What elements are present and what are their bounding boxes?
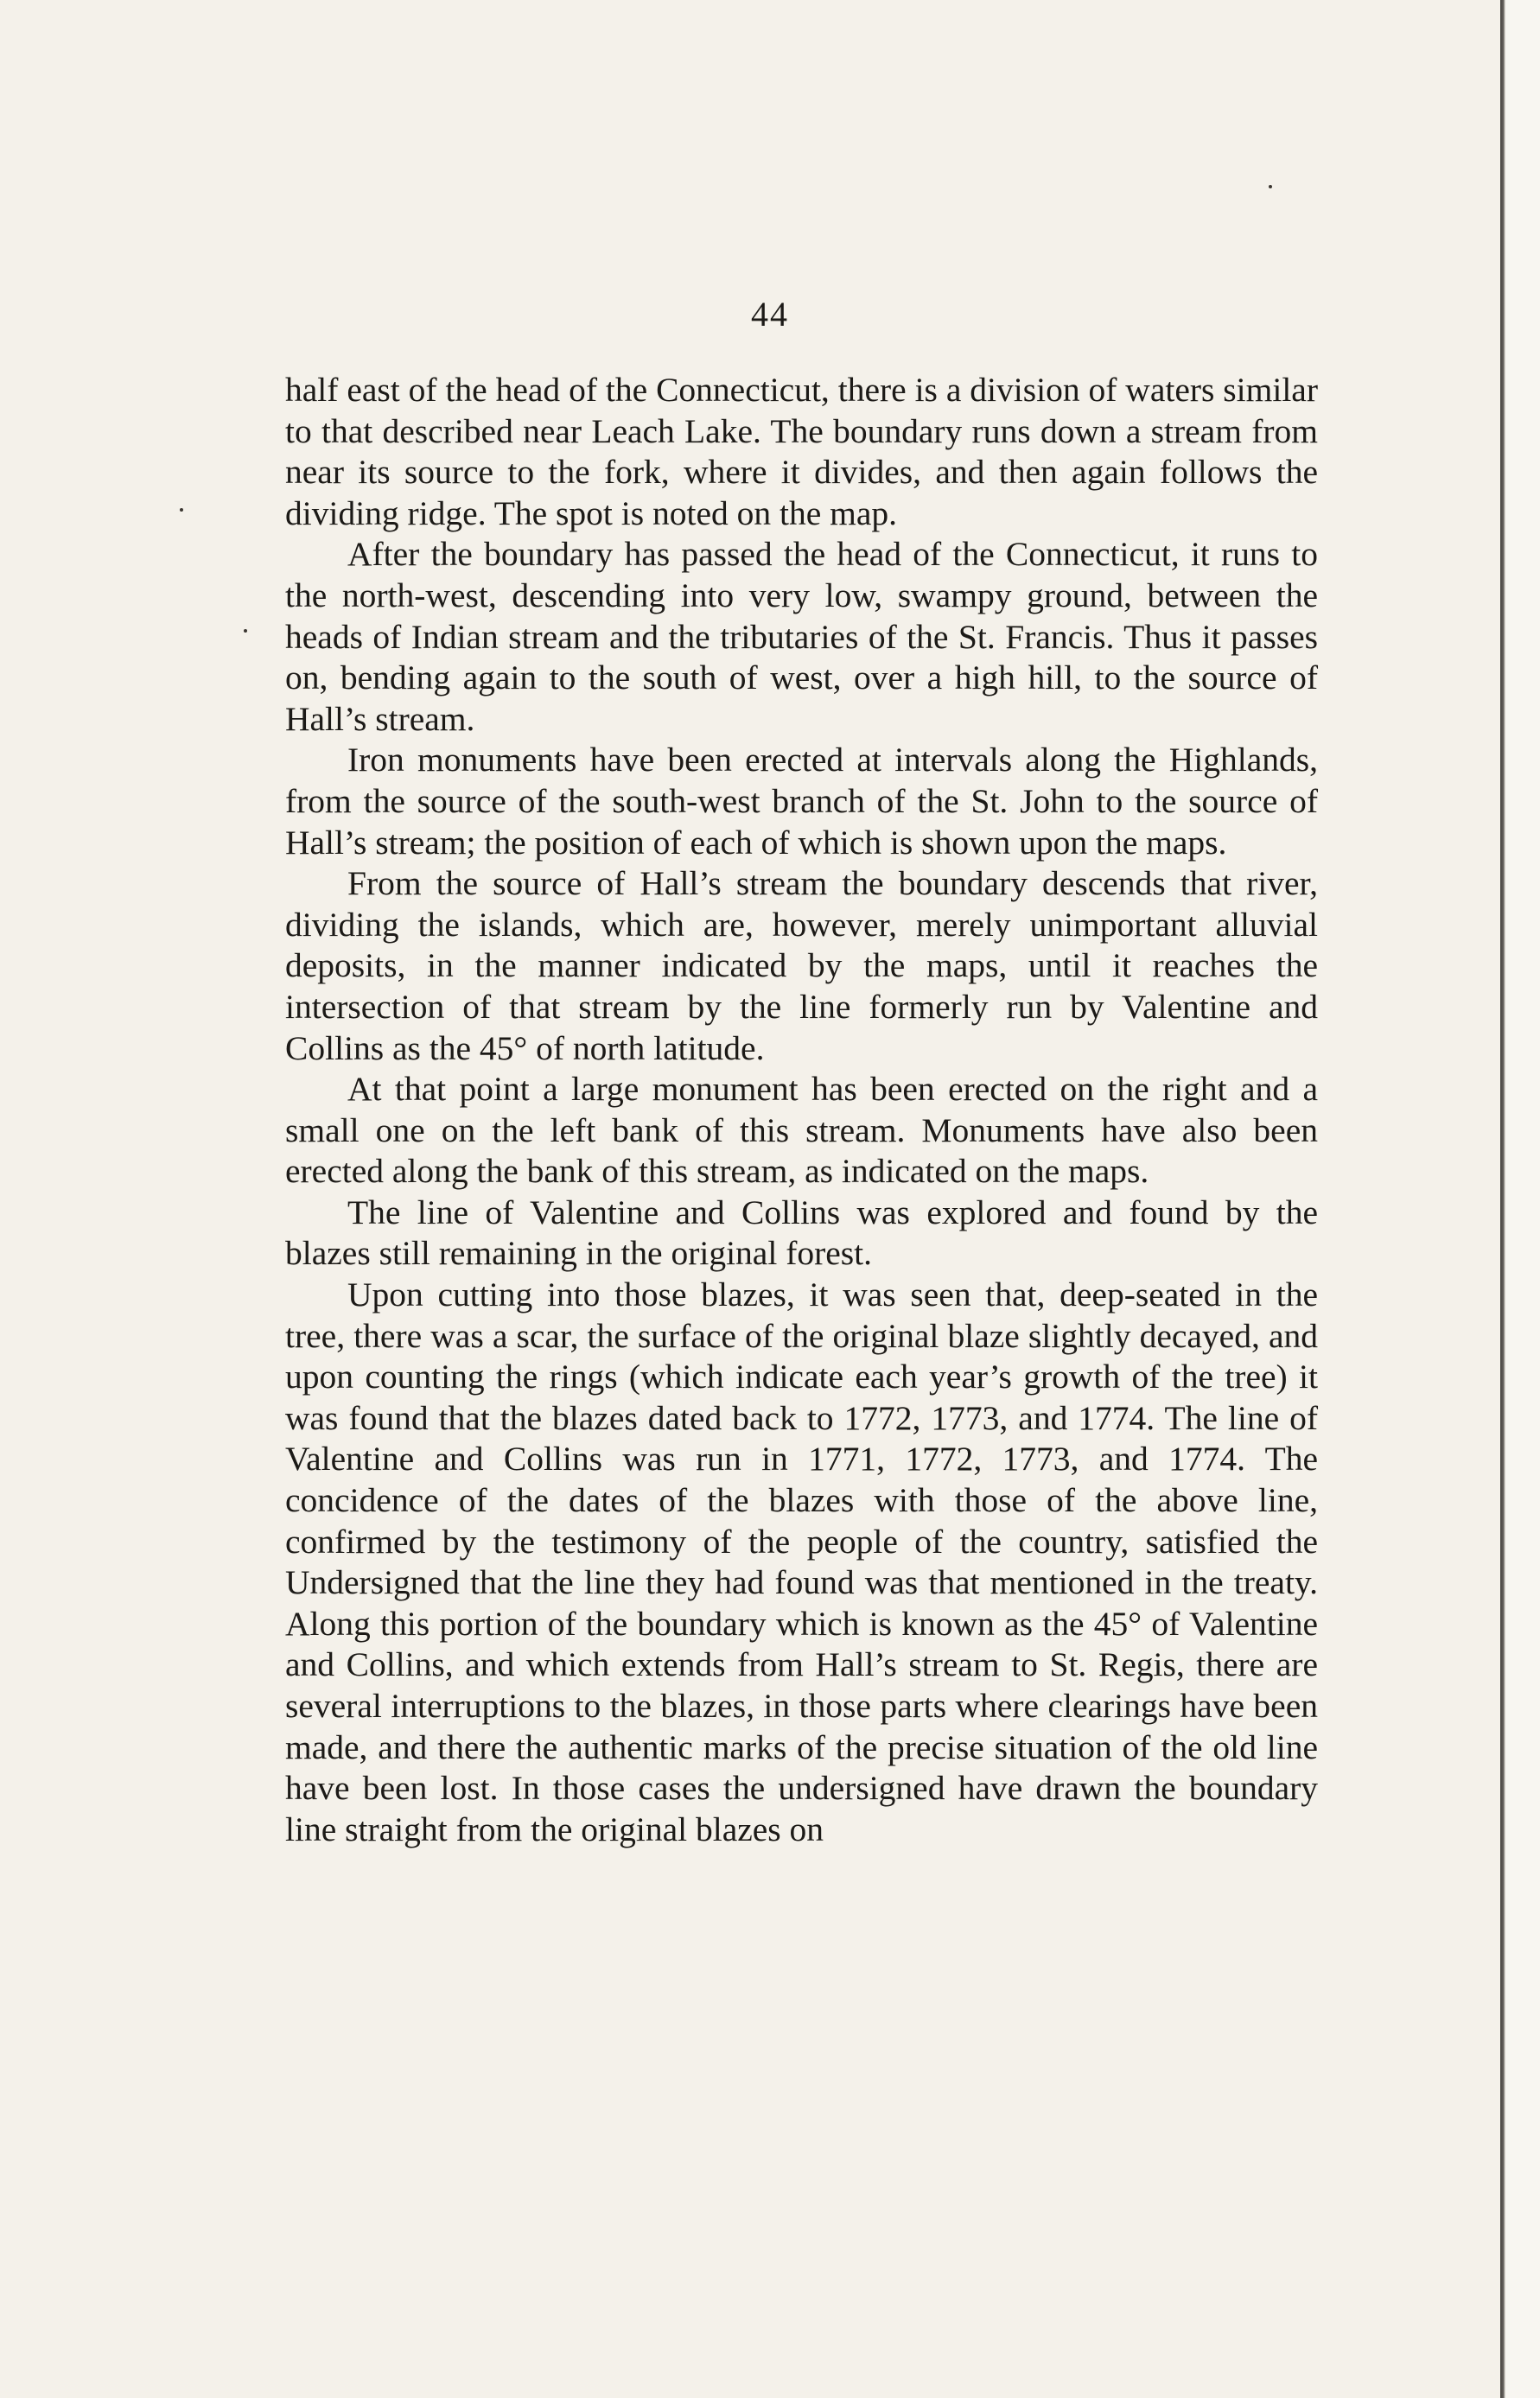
ink-speck [244,629,247,633]
ink-speck [1269,185,1272,188]
paragraph: From the source of Hall’s stream the boundary descends that river, dividing the islands, which are, however, merely unimportant alluvial deposits, in the manner indicated by the maps, until it reaches the intersection of that stream by the line formerly run by Valentine and Collins as the 45° of north latitude. [285,864,1318,1067]
page-number: 44 [751,295,789,334]
binding-edge [1500,0,1505,2398]
paragraph: At that point a large monument has been erected on the right and a small one on the left bank of this stream. Monuments have also been erected along the bank of this stream, as indicated on the maps. [285,1070,1318,1191]
paragraph: Iron monuments have been erected at intervals along the Highlands, from the source of the south-west branch of the St. John to the source of Hall’s stream; the position of each of which is shown upon the maps. [285,741,1318,862]
paragraph: The line of Valentine and Collins was explored and found by the blazes still remaining in the original forest. [285,1193,1318,1273]
page-margin-right [1505,0,1540,2398]
paragraph: half east of the head of the Connecticut, there is a division of waters similar to that described near Leach Lake. The boundary runs down a stream from near its source to the fork, where it divides, and then again follows the dividing ridge. The spot is noted on the map. [285,371,1318,532]
body-text [285,370,1318,1850]
paragraph: Upon cutting into those blazes, it was seen that, deep-seated in the tree, there was a scar, the surface of the original blaze slightly decayed, and upon counting the rings (which indicate each year’s growth of the tree) it was found that the blazes dated back to 1772, 1773, and 1774. The line of Valentine and Collins was run in 1771, 1772, 1773, and 1774. The concidence of the dates of the blazes with those of the above line, confirmed by the testimony of the people of the country, satisfied the Undersigned that the line they had found was that mentioned in the treaty. Along this portion of the boundary which is known as the 45° of Valentine and Collins, and which extends from Hall’s stream to St. Regis, there are several interruptions to the blazes, in those parts where clearings have been made, and there the authentic marks of the precise situation of the old line have been lost. In those cases the undersigned have drawn the boundary line straight from the original blazes on [285,1275,1318,1848]
paragraph: After the boundary has passed the head of the Connecticut, it runs to the north-west, descending into very low, swampy ground, between the heads of Indian stream and the tributaries of the St. Francis. Thus it passes on, bending again to the south of west, over a high hill, to the source of Hall’s stream. [285,535,1318,738]
ink-speck [180,508,183,512]
